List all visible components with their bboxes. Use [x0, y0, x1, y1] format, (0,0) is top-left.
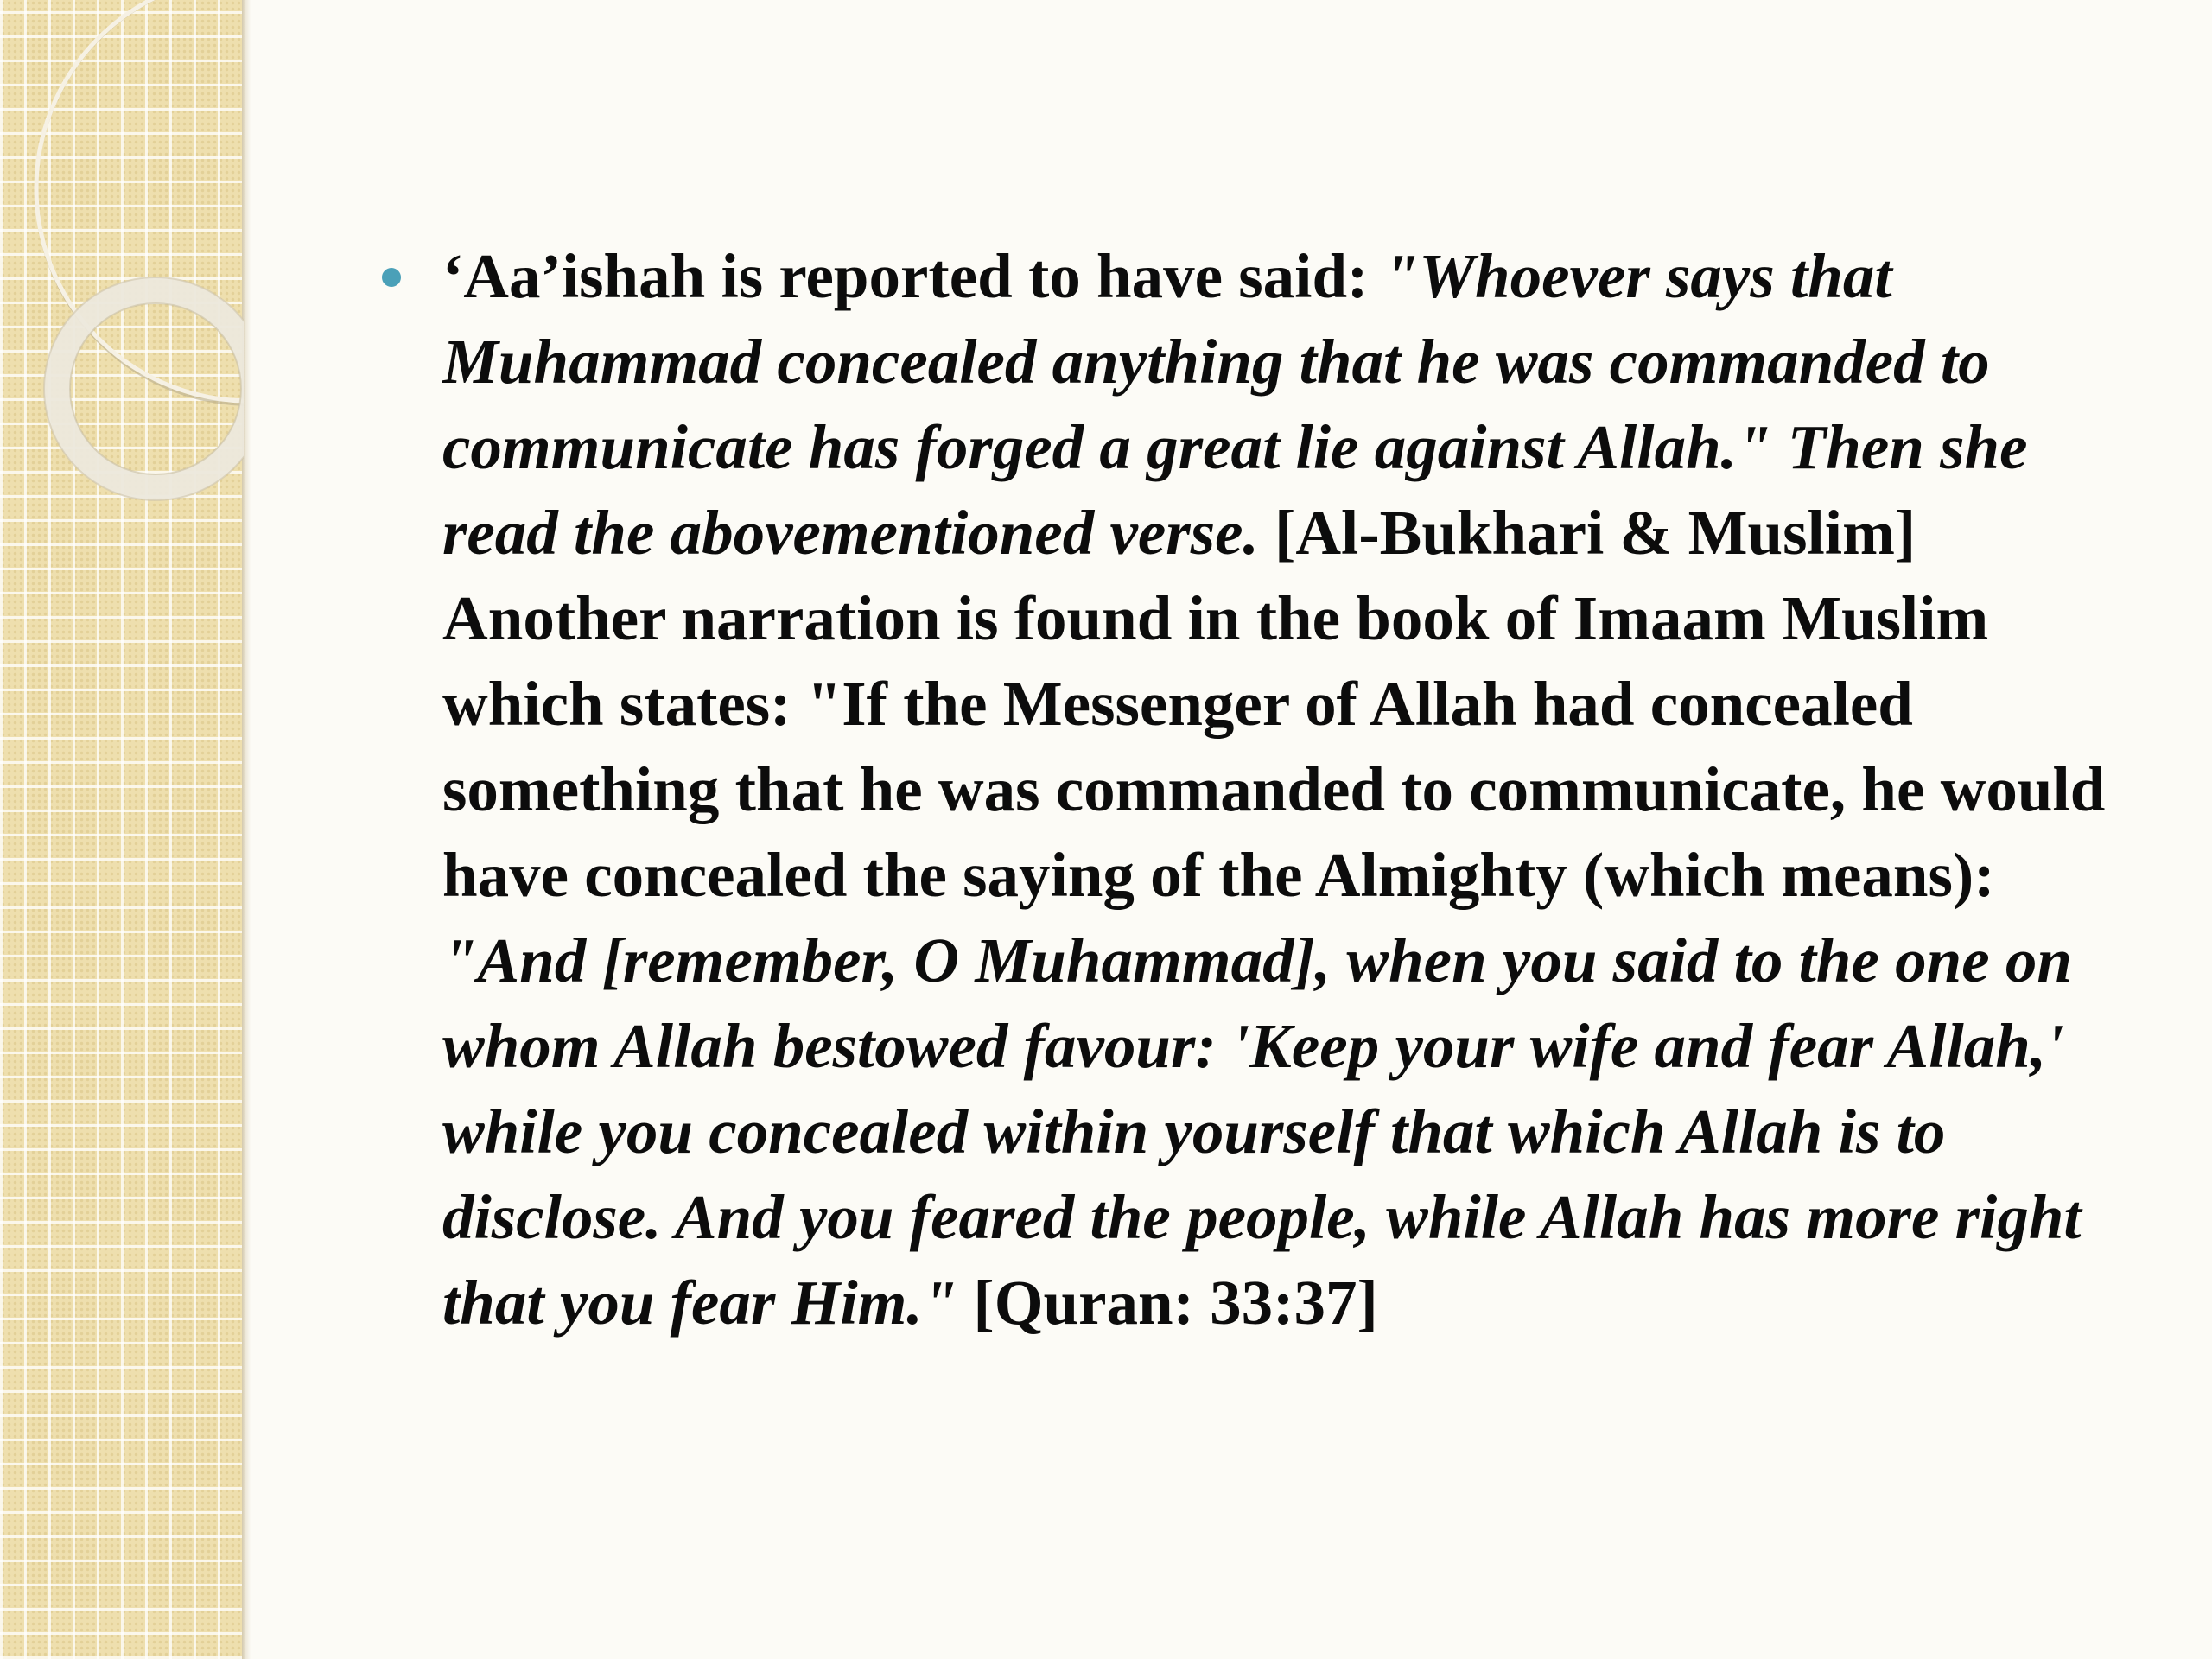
- slide-content: [372, 233, 2126, 1345]
- bullet-dot-icon: [382, 268, 401, 287]
- small-ring-inner-edge: [70, 303, 241, 474]
- decorative-rings: [0, 0, 259, 553]
- paragraph-2-intro: Another narration is found in the book of Imaam Muslim which states: "If the Messenger of Allah had concealed something that he was commanded to communicate, he would have concealed the saying of the Almighty (which means):: [442, 583, 2106, 910]
- small-ring: [57, 290, 254, 487]
- paragraph-2-quote: "And [remember, O Muhammad], when you said to the one on whom Allah bestowed favour: 'Keep your wife and fear Allah,' while you concealed within yourself that which Allah is to disclose. And you feared the people, while Allah has more right that you fear Him.": [442, 925, 2082, 1338]
- paragraph-1-quote: "Whoever says that Muhammad concealed anything that he was commanded to communicate has forged a great lie against Allah." Then she read the abovementioned verse.: [442, 241, 2028, 568]
- paragraph-1-citation: [Al-Bukhari & Muslim]: [1258, 498, 1916, 568]
- paragraph-1-intro: ‘Aa’ishah is reported to have said:: [442, 241, 1384, 311]
- paragraph-2-citation: [Quran: 33:37]: [957, 1268, 1378, 1338]
- bullet-paragraph: [372, 233, 2126, 1345]
